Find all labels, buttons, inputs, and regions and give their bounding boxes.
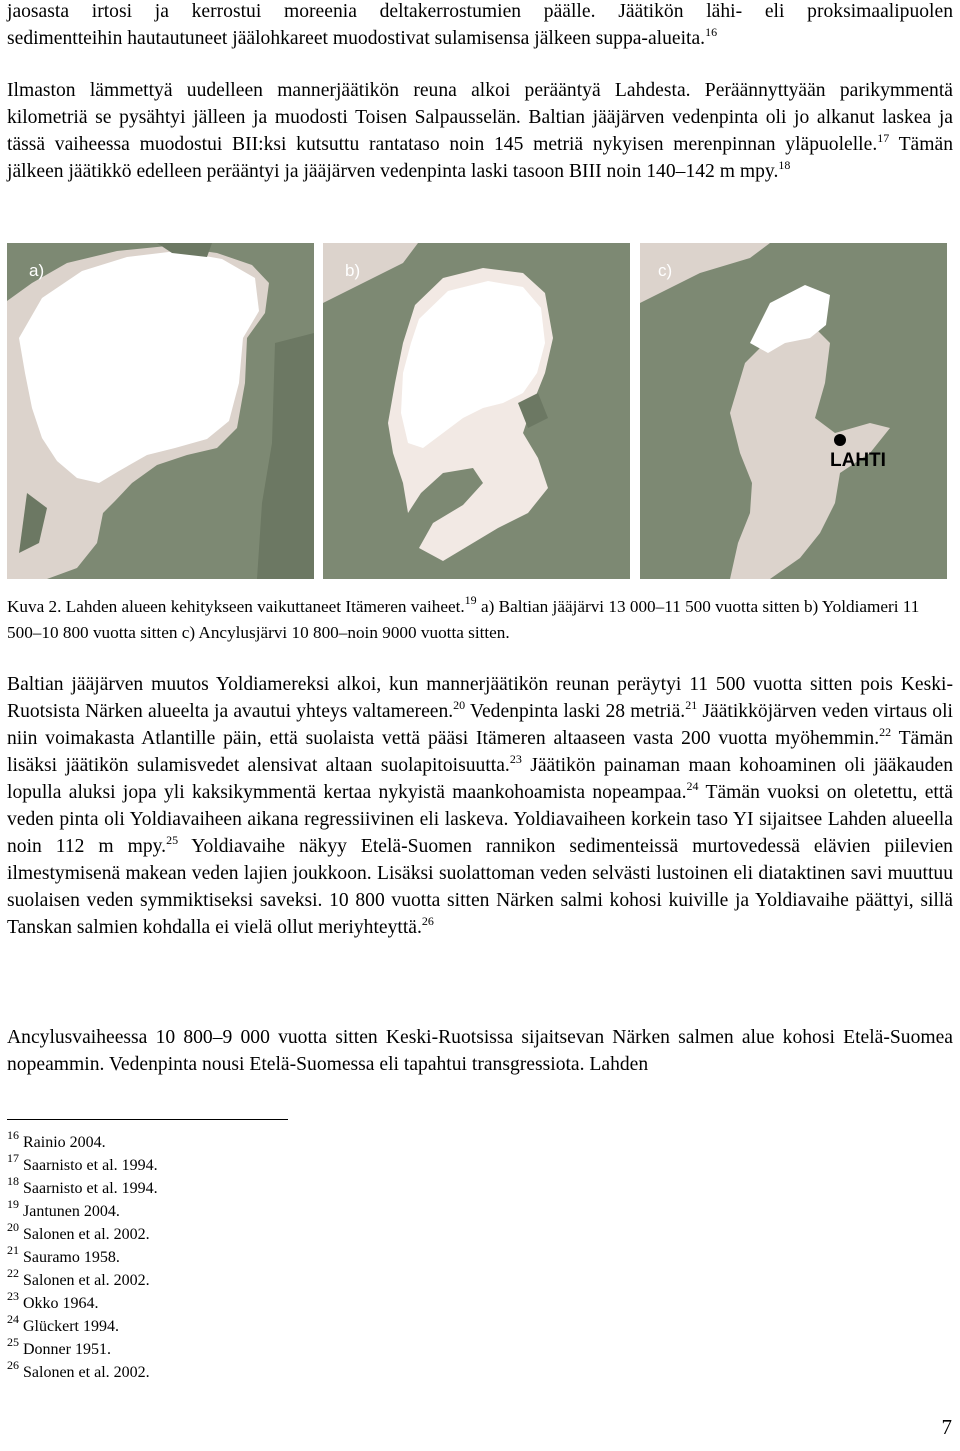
footnote-16-num: 16 — [7, 1128, 19, 1142]
paragraph-4: Ancylusvaiheessa 10 800–9 000 vuotta sitten Keski-Ruotsissa sijaitsevan Närken salmen alue kohosi Etelä-Suomea nopeammin. Vedenpinta nousi Etelä-Suomessa eli tapahtui transgressiota. Lahden — [7, 1027, 953, 1075]
map-c — [640, 243, 947, 579]
map-a-label: a) — [29, 261, 45, 280]
footnote-ref-24: 24 — [686, 779, 699, 793]
paragraph-2-text-a: Ilmaston lämmettyä uudelleen mannerjäätikön reuna alkoi perääntyä Lahdesta. Peräännyttyään parikymmentä kilometriä se pysähtyi jälleen ja muodosti Toisen Salpausselän. Baltian jääjärven vedenpinta oli jo alkanut laskea ja tässä vaiheessa muodostui BII:ksi kutsuttu rantataso noin 145 metriä nykyisen merenpinnan yläpuolelle. — [7, 80, 953, 155]
footnote-21-text: Sauramo 1958. — [23, 1249, 120, 1266]
footnote-20-text: Salonen et al. 2002. — [23, 1226, 150, 1243]
map-a-graphic — [7, 243, 314, 579]
footnote-17 — [7, 1151, 158, 1176]
paragraph-3-text-a: Baltian jääjärven muutos Yoldiamereksi alkoi, kun mannerjäätikön reunan peräytyi 11 500 vuotta sitten pois Keski-Ruotsista Närken alueelta ja avautui yhteys valtamereen. — [7, 674, 953, 722]
footnote-18 — [7, 1174, 158, 1199]
paragraph-3-text-c: Jäätikköjärven veden virtaus oli niin voimakasta Atlantille päin, että suolaista vettä pääsi Itämeren altaaseen vasta 200 vuotta myöhemmin. — [7, 701, 953, 749]
map-b — [323, 243, 630, 579]
footnote-22-text: Salonen et al. 2002. — [23, 1272, 150, 1289]
footnote-23 — [7, 1289, 99, 1314]
paragraph-2 — [7, 77, 953, 185]
footnote-25-text: Donner 1951. — [23, 1341, 111, 1358]
footnote-ref-23: 23 — [509, 752, 522, 766]
figure-caption — [7, 594, 953, 646]
footnote-26-text: Salonen et al. 2002. — [23, 1364, 150, 1381]
footnote-separator — [7, 1119, 288, 1120]
footnote-19-num: 19 — [7, 1197, 19, 1211]
footnote-25-num: 25 — [7, 1335, 19, 1349]
footnote-24 — [7, 1312, 119, 1337]
caption-description: a) Baltian jääjärvi 13 000–11 500 vuotta sitten b) Yoldiameri 11 500–10 800 vuotta sitten c) Ancylusjärvi 10 800–noin 9000 vuotta sitten. — [7, 597, 920, 642]
footnote-16 — [7, 1128, 106, 1153]
map-c-label: c) — [658, 261, 673, 280]
footnote-24-num: 24 — [7, 1312, 19, 1326]
footnote-ref-19: 19 — [464, 593, 477, 607]
paragraph-3 — [7, 671, 953, 941]
footnote-26-num: 26 — [7, 1358, 19, 1372]
map-b-label: b) — [345, 261, 361, 280]
footnote-18-num: 18 — [7, 1174, 19, 1188]
map-b-graphic — [323, 243, 630, 579]
footnote-21 — [7, 1243, 120, 1268]
footnote-19-text: Jantunen 2004. — [23, 1203, 120, 1220]
footnote-21-num: 21 — [7, 1243, 19, 1257]
footnote-ref-25: 25 — [166, 833, 179, 847]
footnote-23-num: 23 — [7, 1289, 19, 1303]
paragraph-3-text-b: Vedenpinta laski 28 metriä. — [465, 701, 686, 722]
figure-baltic-phases — [7, 240, 947, 590]
footnote-ref-16: 16 — [705, 25, 718, 39]
footnote-ref-18: 18 — [778, 158, 791, 172]
footnote-20-num: 20 — [7, 1220, 19, 1234]
paragraph-3-text-g: Yoldiavaihe näkyy Etelä-Suomen rannikon sedimenteissä murtovedessä elävien piilevien ilmestymisenä makean veden lajien joukkoon. Lisäksi suolattoman veden selvästi lustoinen eli diataktinen savi muuttuu suolaisen veden symmiktiseksi saveksi. 10 800 vuotta sitten Närken salmi kohosi kuiville ja Yoldiavaihe päättyi, sillä Tanskan salmien kohdalla ei vielä ollut meriyhteyttä. — [7, 836, 953, 938]
paragraph-3-text-f: Tämän vuoksi on oletettu, että veden pinta oli Yoldiavaiheen aikana regressiivinen eli laskeva. Yoldiavaiheen korkein taso YI sijaitsee Lahden alueella noin 112 m mpy. — [7, 782, 953, 857]
footnote-26 — [7, 1358, 150, 1383]
footnote-ref-20: 20 — [453, 698, 466, 712]
caption-title: Kuva 2. Lahden alueen kehitykseen vaikuttaneet Itämeren vaiheet. — [7, 597, 465, 616]
footnote-ref-26: 26 — [421, 914, 434, 928]
footnote-ref-22: 22 — [879, 725, 892, 739]
footnote-18-text: Saarnisto et al. 1994. — [23, 1180, 158, 1197]
paragraph-1 — [7, 0, 953, 52]
map-c-place-label: LAHTI — [830, 450, 886, 471]
paragraph-3-text-e: Jäätikön painaman maan kohoaminen oli jääkauden lopulla aluksi jopa yli kaksikymmentä kertaa nykyistä maankohoamista nopeampaa. — [7, 755, 953, 803]
footnote-22 — [7, 1266, 150, 1291]
footnote-19 — [7, 1197, 120, 1222]
footnote-ref-21: 21 — [685, 698, 698, 712]
footnote-17-num: 17 — [7, 1151, 19, 1165]
map-c-graphic — [640, 243, 947, 579]
page-number: 7 — [941, 1415, 952, 1439]
paragraph-1-line-2 — [7, 25, 953, 52]
footnote-17-text: Saarnisto et al. 1994. — [23, 1157, 158, 1174]
paragraph-1-line-2-text: sedimentteihin hautautuneet jäälohkareet muodostivat sulamisensa jälkeen suppa-alueita. — [7, 28, 706, 49]
paragraph-2-text-b: Tämän jälkeen jäätikkö edelleen perääntyi ja jääjärven vedenpinta laski tasoon BIII noin 140–142 m mpy. — [7, 134, 953, 182]
footnote-20 — [7, 1220, 150, 1245]
footnote-23-text: Okko 1964. — [23, 1295, 99, 1312]
footnote-24-text: Glückert 1994. — [23, 1318, 119, 1335]
map-c-lahti-marker — [834, 434, 846, 446]
footnote-25 — [7, 1335, 111, 1360]
map-a — [7, 243, 314, 579]
footnote-ref-17: 17 — [877, 131, 890, 145]
footnote-22-num: 22 — [7, 1266, 19, 1280]
footnote-16-text: Rainio 2004. — [23, 1134, 106, 1151]
paragraph-3-text-d: Tämän lisäksi jäätikön sulamisvedet alensivat altaan suolapitoisuutta. — [7, 728, 953, 776]
paragraph-1-line-1: jaosasta irtosi ja kerrostui moreenia deltakerrostumien päälle. Jäätikön lähi- eli proksimaalipuolen — [7, 1, 953, 22]
